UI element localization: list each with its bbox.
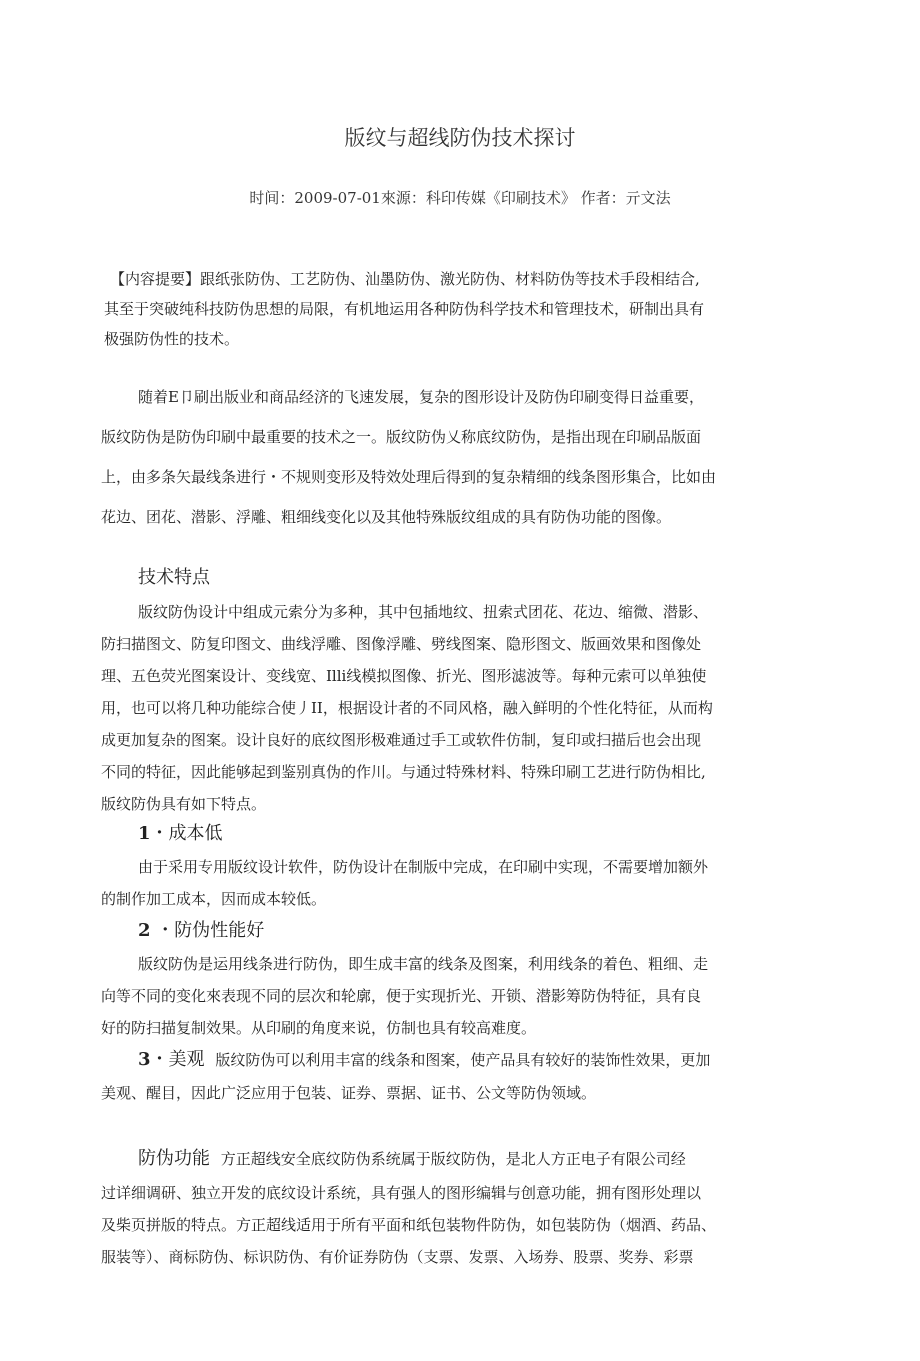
point-heading xyxy=(138,915,818,947)
section-heading: 防伪功能 xyxy=(138,1148,210,1169)
text-line: 服装等）、商标防伪、标识防伪、有价证券防伪（支票、发票、入场券、股票、奖券、彩票 xyxy=(101,1248,694,1266)
text-line: 防扫描图文、防复印图文、曲线浮雕、图像浮雕、劈线图案、隐形图文、版画效果和图像处 xyxy=(101,635,702,653)
text-line: 好的防扫描复制效果。从印刷的角度来说，仿制也具有较高难度。 xyxy=(101,1019,537,1037)
text-line: 花边、团花、潜影、浮雕、粗细线变化以及其他特殊版纹组成的具有防伪功能的图像。 xyxy=(101,508,672,526)
text-line: 过详细调研、独立开发的底纹设计系统，具有强人的图形编辑与创意功能，拥有图形处理以 xyxy=(101,1184,702,1202)
text-line: 版纹防伪设计中组成元索分为多种，其中包插地纹、扭索式团花、花边、缩微、潜影、 xyxy=(138,603,709,621)
text-line: 版纹防伪具有如下特点。 xyxy=(101,795,267,813)
section-inline-text: 方正超线安全底纹防伪系统属于版纹防伪，是北人方正电子有限公司经 xyxy=(220,1150,686,1168)
text-line: 理、五色荧光图案设计、变线宽、Illi线模拟图像、折光、图形滤波等。每种元索可以单独使 xyxy=(101,667,707,685)
text-line: 其至于突破纯科技防伪思想的局限，有机地运用各种防伪科学技术和管理技术，研制出具有 xyxy=(104,300,705,318)
text-line: 及柴页拼版的特点。方正超线适用于所有平面和纸包装物件防伪，如包装防伪（烟酒、药品、 xyxy=(101,1216,717,1234)
point-body xyxy=(101,948,781,1044)
text-line: 不同的特征，因此能够起到鉴别真伪的作川。与通过特殊材料、特殊印刷工艺进行防伪相比, xyxy=(101,763,706,781)
text-line: 美观、醒目，因此广泛应用于包装、证券、票据、证书、公文等防伪领域。 xyxy=(101,1084,597,1102)
intro-paragraph xyxy=(101,382,781,542)
point-number: 2 xyxy=(138,920,151,941)
section-body xyxy=(101,1177,781,1273)
article-meta: 时间：2009-07-01來源：科印传媒《印刷技术》 作者：亓文法 xyxy=(249,189,671,207)
page-title: 版纹与超线防伪技术探讨 xyxy=(344,126,576,150)
abstract-paragraph xyxy=(104,264,784,354)
section-heading: 技术特点 xyxy=(138,567,210,588)
point-label: ・美观 xyxy=(150,1049,205,1070)
text-line: 版纹防伪是运用线条进行防伪，即生成丰富的线条及图案，利用线条的着色、粗细、走 xyxy=(138,955,709,973)
text-line: 向等不同的变化來表现不同的层次和轮廓，便于实现折光、开锁、潜影筹防伪特征，具有良 xyxy=(101,987,702,1005)
text-line: 版纹防伪是防伪印刷中最重要的技术之一。版纹防伪乂称底纹防伪，是指出现在印刷品版面 xyxy=(101,428,702,446)
section-body xyxy=(101,596,781,820)
point-number: 3 xyxy=(138,1049,151,1070)
text-line: 由于采用专用版纹设计软件，防伪设计在制版中完成，在印刷中实现，不需要增加额外 xyxy=(138,858,709,876)
text-line: 用，也可以将几种功能综合使丿II，根据设计者的不同风格，融入鲜明的个性化特征，从而构 xyxy=(101,699,713,717)
text-line: 极强防伪性的技术。 xyxy=(104,330,240,348)
point-body xyxy=(101,851,781,915)
text-line: 成更加复杂的图案。设计良好的底纹图形极难通过手工或软件仿制，复印或扫描后也会出现 xyxy=(101,731,702,749)
text-line: 的制作加工成本，因而成本较低。 xyxy=(101,890,327,908)
point-label: ・防伪性能好 xyxy=(156,920,265,941)
point-body xyxy=(101,1077,781,1109)
text-line: 上，由多条矢最线条进行・不规则变形及特效处理后得到的复杂精细的线条图形集合，比如由 xyxy=(101,468,717,486)
section-heading-row xyxy=(138,1142,778,1176)
text-line: 随着E卩刷出版业和商品经济的飞速发展，复杂的图形设计及防伪印刷变得日益重要， xyxy=(138,388,704,406)
point-number: 1 xyxy=(138,823,151,844)
text-line: 【内容提要】跟纸张防伪、工艺防伪、汕墨防伪、激光防伪、材料防伪等技术手段相结合, xyxy=(110,270,700,288)
point-heading xyxy=(138,818,818,850)
point-label: ・成本低 xyxy=(150,823,223,844)
point-inline-text: 版纹防伪可以利用丰富的线条和图案，使产品具有较好的装饰性效果，更加 xyxy=(215,1051,711,1069)
point-heading xyxy=(138,1044,778,1076)
